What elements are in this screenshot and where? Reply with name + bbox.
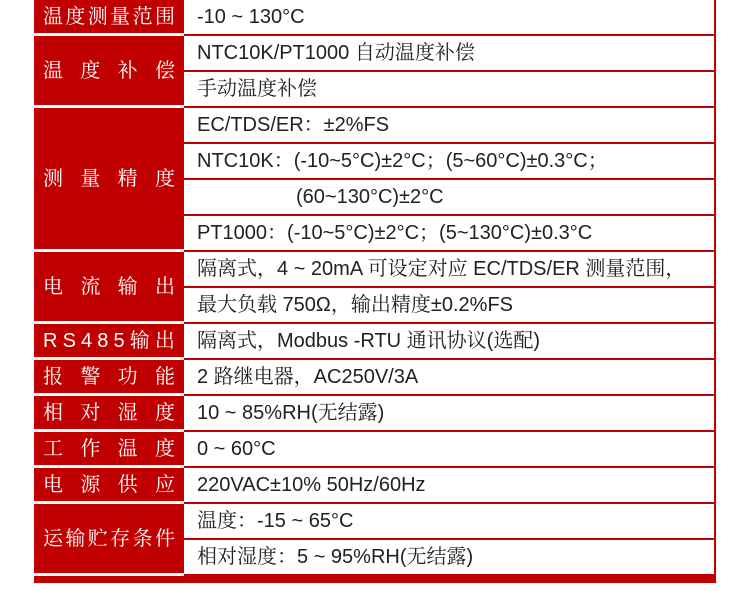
label-char: 电 bbox=[43, 275, 63, 298]
spec-row bbox=[34, 252, 714, 324]
spec-value: 最大负载 750Ω，输出精度±0.2%FS bbox=[184, 288, 714, 324]
spec-value: 手动温度补偿 bbox=[184, 72, 714, 108]
label-char: R bbox=[43, 329, 58, 352]
spec-row bbox=[34, 0, 714, 36]
label-char: 度 bbox=[80, 59, 101, 82]
spec-label-column bbox=[34, 108, 184, 252]
spec-label-column bbox=[34, 360, 184, 396]
label-char: 供 bbox=[117, 473, 138, 496]
spec-label bbox=[34, 61, 184, 81]
label-char: 能 bbox=[154, 365, 175, 388]
label-char: 件 bbox=[154, 527, 175, 550]
label-char: 功 bbox=[117, 365, 138, 388]
label-char: 范 bbox=[132, 5, 153, 28]
spec-value: 10 ~ 85%RH(无结露) bbox=[184, 396, 714, 432]
spec-values-column bbox=[184, 432, 714, 468]
label-char: 温 bbox=[43, 5, 63, 28]
spec-value: 0 ~ 60°C bbox=[184, 432, 714, 468]
label-char: 源 bbox=[80, 473, 101, 496]
spec-label bbox=[34, 277, 184, 297]
spec-label-cell bbox=[34, 504, 184, 573]
spec-label-column bbox=[34, 432, 184, 468]
spec-label-column bbox=[34, 36, 184, 108]
label-char: 围 bbox=[154, 5, 175, 28]
spec-label-cell bbox=[34, 396, 184, 429]
label-char: 工 bbox=[43, 437, 63, 460]
spec-label bbox=[34, 7, 184, 27]
label-char: 存 bbox=[110, 527, 131, 550]
spec-label-cell bbox=[34, 324, 184, 357]
spec-table bbox=[34, 0, 716, 583]
spec-values-column bbox=[184, 108, 714, 252]
spec-label bbox=[34, 439, 184, 459]
label-char: 度 bbox=[154, 167, 175, 190]
label-char: 测 bbox=[43, 167, 63, 190]
spec-value: NTC10K/PT1000 自动温度补偿 bbox=[184, 36, 714, 72]
spec-value: EC/TDS/ER：±2%FS bbox=[184, 108, 714, 144]
spec-values-column bbox=[184, 396, 714, 432]
label-char: 偿 bbox=[154, 59, 175, 82]
spec-label-cell bbox=[34, 432, 184, 465]
spec-label-cell bbox=[34, 36, 184, 105]
spec-label-cell bbox=[34, 468, 184, 501]
spec-label bbox=[34, 403, 184, 423]
label-char: 4 bbox=[81, 329, 93, 352]
label-char: 条 bbox=[132, 527, 153, 550]
label-char: 8 bbox=[97, 329, 109, 352]
spec-value: 220VAC±10% 50Hz/60Hz bbox=[184, 468, 714, 504]
table-bottom-bar bbox=[34, 576, 714, 583]
label-char: 输 bbox=[65, 527, 86, 550]
spec-label-column bbox=[34, 0, 184, 36]
spec-row bbox=[34, 360, 714, 396]
spec-label-cell bbox=[34, 360, 184, 393]
label-char: 应 bbox=[154, 473, 175, 496]
spec-row bbox=[34, 108, 714, 252]
label-char: 流 bbox=[80, 275, 101, 298]
label-char: 电 bbox=[43, 473, 63, 496]
spec-values-column bbox=[184, 324, 714, 360]
spec-row bbox=[34, 36, 714, 108]
spec-value: PT1000：(-10~5°C)±2°C；(5~130°C)±0.3°C bbox=[184, 216, 714, 252]
spec-label bbox=[34, 475, 184, 495]
spec-label bbox=[34, 331, 184, 351]
label-char: 5 bbox=[113, 329, 125, 352]
label-char: 对 bbox=[80, 401, 101, 424]
spec-label-cell bbox=[34, 108, 184, 249]
spec-value: 相对湿度：5 ~ 95%RH(无结露) bbox=[184, 540, 714, 576]
spec-value: -10 ~ 130°C bbox=[184, 0, 714, 36]
spec-values-column bbox=[184, 252, 714, 324]
spec-value: NTC10K：(-10~5°C)±2°C；(5~60°C)±0.3°C； bbox=[184, 144, 714, 180]
label-char: 输 bbox=[129, 329, 150, 352]
spec-row bbox=[34, 504, 714, 576]
spec-label bbox=[34, 367, 184, 387]
label-char: 度 bbox=[65, 5, 86, 28]
spec-label-column bbox=[34, 504, 184, 576]
label-char: 湿 bbox=[117, 401, 138, 424]
spec-value: 隔离式，Modbus -RTU 通讯协议(选配) bbox=[184, 324, 714, 360]
spec-label bbox=[34, 169, 184, 189]
label-char: 输 bbox=[117, 275, 138, 298]
spec-row bbox=[34, 396, 714, 432]
label-char: 出 bbox=[154, 275, 175, 298]
spec-label-cell bbox=[34, 252, 184, 321]
label-char: 相 bbox=[43, 401, 63, 424]
label-char: 测 bbox=[87, 5, 108, 28]
label-char: 运 bbox=[43, 527, 63, 550]
label-char: 度 bbox=[154, 401, 175, 424]
label-char: 度 bbox=[154, 437, 175, 460]
spec-label-column bbox=[34, 468, 184, 504]
spec-values-column bbox=[184, 36, 714, 108]
spec-values-column bbox=[184, 0, 714, 36]
spec-value: 隔离式，4 ~ 20mA 可设定对应 EC/TDS/ER 测量范围， bbox=[184, 252, 714, 288]
label-char: 量 bbox=[80, 167, 101, 190]
label-char: 补 bbox=[117, 59, 138, 82]
label-char: 量 bbox=[110, 5, 131, 28]
spec-label-column bbox=[34, 252, 184, 324]
spec-row bbox=[34, 468, 714, 504]
spec-label-cell bbox=[34, 0, 184, 33]
label-char: 警 bbox=[80, 365, 101, 388]
label-char: 报 bbox=[43, 365, 63, 388]
spec-value: 温度：-15 ~ 65°C bbox=[184, 504, 714, 540]
label-char: 作 bbox=[80, 437, 101, 460]
spec-value: (60~130°C)±2°C bbox=[184, 180, 714, 216]
spec-values-column bbox=[184, 468, 714, 504]
spec-label-column bbox=[34, 396, 184, 432]
spec-values-column bbox=[184, 360, 714, 396]
spec-label bbox=[34, 529, 184, 549]
spec-row bbox=[34, 432, 714, 468]
label-char: 精 bbox=[117, 167, 138, 190]
spec-values-column bbox=[184, 504, 714, 576]
label-char: 出 bbox=[154, 329, 175, 352]
spec-label-column bbox=[34, 324, 184, 360]
label-char: 贮 bbox=[87, 527, 108, 550]
label-char: 温 bbox=[43, 59, 63, 82]
label-char: S bbox=[62, 329, 76, 352]
spec-row bbox=[34, 324, 714, 360]
spec-value: 2 路继电器，AC250V/3A bbox=[184, 360, 714, 396]
label-char: 温 bbox=[117, 437, 138, 460]
